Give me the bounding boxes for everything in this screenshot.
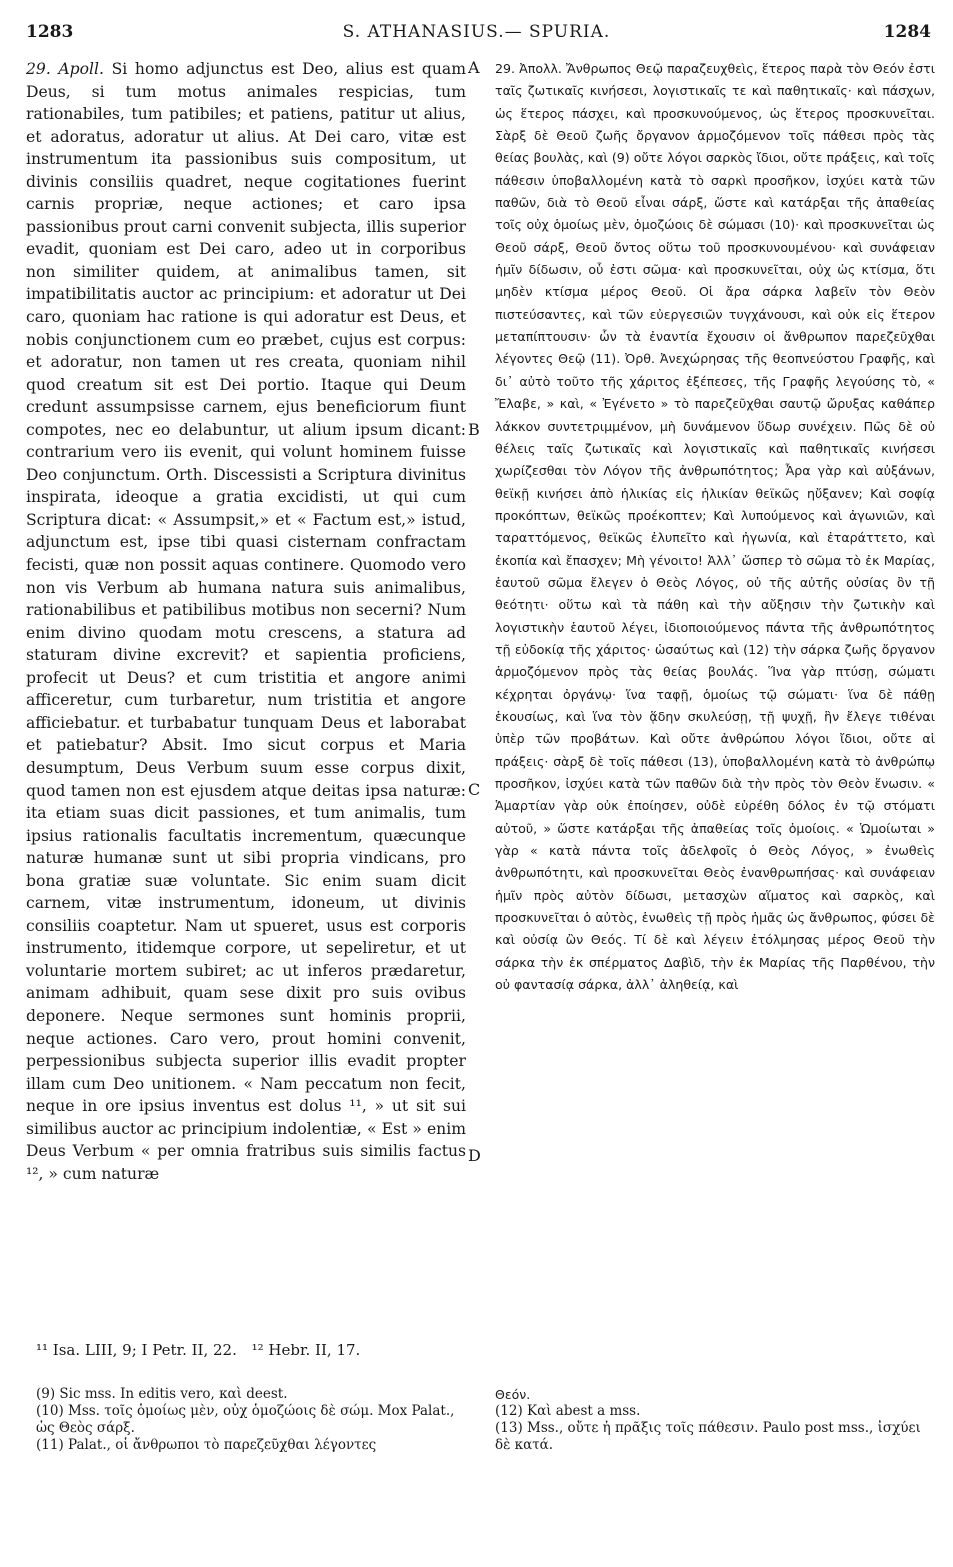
margin-letter-d: D xyxy=(468,1146,481,1165)
footnotes-left xyxy=(36,1386,466,1454)
footnote: (9) Sic mss. In editis vero, καὶ deest. xyxy=(36,1386,288,1402)
latin-speaker: 29. Apoll. xyxy=(26,60,104,78)
column-number-left: 1283 xyxy=(26,22,74,42)
margin-letter-a: A xyxy=(468,58,480,77)
footnote: (11) Palat., οἱ ἄνθρωποι τὸ παρεζεῦχθαι λέγοντες xyxy=(36,1437,377,1453)
greek-text: 29. Ἀπολλ. Ἄνθρωπος Θεῷ παραζευχθεὶς, ἕτερος παρὰ τὸν Θεόν ἐστι ταῖς ζωτικαῖς κινήσεσι, λογιστικαῖς τε καὶ παθητικαῖς· καὶ πάσχων, ὡς ἕτερος πάσχει, καὶ προσκυνούμενος, ὡς ἕτερος προσκυνεῖται. Σὰρξ δὲ Θεοῦ ζωῆς ὄργανον ἁρμοζόμενον τοῖς πάθεσι πρὸς τὰς θείας βουλὰς, καὶ (9) οὔτε λόγοι σαρκὸς ἴδιοι, οὔτε πράξεις, καὶ τοῖς πάθεσιν ὑποβαλλομένη κατὰ τὸ σαρκὶ προσῆκον, ἰσχύει κατὰ τῶν παθῶν, διὰ τὸ Θεοῦ εἶναι σάρξ, ὥστε καὶ κατάρξαι τῆς ἀπαθείας τοῖς οὐχ ὁμοίως μὲν, ὁμοζώοις δὲ σώμασι (10)· καὶ προσκυνεῖται ὡς Θεοῦ σάρξ, Θεοῦ ὄντος οὕτω τοῦ προσκυνουμένου· καὶ συνάφειαν ἡμῖν δίδωσιν, οὗ ἐστι σῶμα· καὶ προσκυνεῖται, οὐχ ὡς κτίσμα, ὅτι μηδὲν κτίσμα μέρος Θεοῦ. Οἱ ἄρα σάρκα λαβεῖν τὸν Θεὸν πιστεύσαντες, καὶ τῶν εὐεργεσιῶν τυγχάνουσι, καὶ οὐκ εἰς ἕτερον μεταπίπτουσιν· ὧν τὰ ἐναντία ἔχουσιν οἱ ἄνθρωπον παρεζεῦχθαι λέγοντες Θεῷ (11). Ὀρθ. Ἀνεχώρησας τῆς θεοπνεύστου Γραφῆς, καὶ δι᾽ αὐτὸ τοῦτο τῆς χάριτος ἐξέπεσες, τῆς Γραφῆς λεγούσης τὸ, « Ἔλαβε, » καὶ, « Ἐγένετο » τὸ παρεζεῦχθαι σαυτῷ ὤρυξας καθάπερ λάκκον συντετριμμένον, μὴ δυνάμενον ὕδωρ συνέχειν. Πῶς δὲ οὐ θέλεις ταῖς ζωτικαῖς καὶ λογιστικαῖς καὶ παθητικαῖς κινήσεσι χωρίζεσθαι τὸν Λόγον τῆς ἀνθρωπότητος; Ἆρα γὰρ καὶ αὐξάνων, θεϊκῇ κινήσει ἀπὸ ἡλικίας εἰς ἡλικίαν θεϊκῶς ηὔξανεν; Καὶ σοφίᾳ προκόπτων, θεϊκῶς προέκοπτεν; Καὶ λυπούμενος καὶ ἀγωνιῶν, καὶ ταραττόμενος, θεϊκῶς ἐλυπεῖτο καὶ ἠγωνία, καὶ ἐταράττετο, καὶ ἐκοπία καὶ ἔπασχεν; Μὴ γένοιτο! Ἀλλ᾽ ὥσπερ τὸ σῶμα τὸ ἐκ Μαρίας, ἑαυτοῦ σῶμα ἔλεγεν ὁ Θεὸς Λόγος, οὐ τῆς αὐτῆς οὐσίας ὂν τῇ θεότητι· οὕτω καὶ τὰ πάθη καὶ τὴν αὔξησιν τὴν ζωτικὴν καὶ λογιστικὴν ἑαυτοῦ λέγει, ἰδιοποιούμενος πάντα τῆς ἀνθρωπότητος τῇ εὐδοκίᾳ τῆς χάριτος· ὡσαύτως καὶ (12) τὴν σάρκα ζωῆς ὄργανον ἁρμοζόμενον πρὸς τὰς θείας βουλάς. Ἵνα γὰρ πτύσῃ, σώματι κέχρηται ὀργάνῳ· ἵνα ταφῇ, ὁμοίως τῷ σώματι· ἵνα δὲ πάθῃ ἑκουσίως, καὶ ἵνα τὸν ᾅδην σκυλεύσῃ, τῇ ψυχῇ, ἣν ἔλεγε τιθέναι ὑπὲρ τῶν προβάτων. Καὶ οὔτε ἀνθρώπου λόγοι ἴδιοι, οὔτε αἱ πράξεις· σὰρξ δὲ τοῖς πάθεσι (13), ὑποβαλλομένη κατὰ τὸ ἀνθρώπῳ προσῆκον, ἰσχύει κατὰ τῶν παθῶν διὰ τὴν πρὸς τὸν Θεὸν ἕνωσιν. « Ἁμαρτίαν γὰρ οὐκ ἐποίησεν, οὐδὲ εὑρέθη δόλος ἐν τῷ στόματι αὐτοῦ, » ὥστε κατάρξαι τῆς ἀπαθείας τοῖς ὁμοίοις. « Ὡμοίωται » γὰρ « κατὰ πάντα τοῖς ἀδελφοῖς ὁ Θεὸς Λόγος, » ἐνωθεὶς ἀνθρωπότητι, καὶ προσκυνεῖται Θεὸς ἐνανθρωπήσας· καὶ συνάφειαν ἡμῖν πρὸς αὐτὸν δίδωσι, μετασχὼν αἵματος καὶ σαρκὸς, καὶ προσκυνεῖται ὁ αὐτὸς, ἑνωθεὶς τῇ πρὸς ἡμᾶς ὡς ἄνθρωπος, φύσει δὲ καὶ οὐσίᾳ ὢν Θεός. Τί δὲ καὶ λέγειν ἐτόλμησας μέρος Θεοῦ τὴν σάρκα τὴν ἐκ σπέρματος Δαβὶδ, τὴν ἐκ Μαρίας τῆς Παρθένου, τὴν οὐ φαντασίᾳ σάρκα, ἀλλ᾽ ἀληθείᾳ, καὶ xyxy=(495,61,935,993)
margin-letter-c: C xyxy=(468,780,481,799)
latin-column xyxy=(26,58,466,1328)
greek-column xyxy=(495,58,935,1328)
footnotes-right xyxy=(495,1386,935,1454)
scripture-note: ¹¹ Isa. LIII, 9; I Petr. II, 22. xyxy=(36,1341,237,1359)
footnote: (10) Mss. τοῖς ὁμοίως μὲν, οὐχ ὁμοζώοις δὲ σώμ. Mox Palat., ὡς Θεὸς σάρξ. xyxy=(36,1403,455,1436)
scripture-references xyxy=(36,1340,466,1360)
footnote-continuation: Θεόν. xyxy=(495,1387,531,1402)
scripture-note: ¹² Hebr. II, 17. xyxy=(251,1341,361,1359)
footnote: (13) Mss., οὔτε ἡ πρᾶξις τοῖς πάθεσιν. Paulo post mss., ἰσχύει δὲ κατά. xyxy=(495,1420,921,1453)
latin-text: Si homo adjunctus est Deo, alius est quam Deus, si tum motus animales respicias, tum rationabiles, tum patibiles; et patiens, patitur ut alius, et adoratus, adoratur ut alius. At Dei caro, vitæ est instrumentum ita passionibus suis compositum, ut divinis consiliis quadret, neque cogitationes fuerint carnis propriæ, neque actiones; et caro ipsa passionibus prout carni convenit subjecta, illis superior evadit, quoniam est Dei caro, adeo ut in corporibus non similiter quidem, at animalibus tamen, sit impatibilitatis auctor ac principium: et adoratur ut Dei caro, quoniam hac ratione is qui adoratur est Deus, et nobis conjunctionem cum eo præbet, cujus est corpus: et adoratur, non tamen ut res creata, quoniam nihil quod creatum sit est Dei portio. Itaque qui Deum credunt assumpsisse carnem, ejus beneficiorum fiunt compotes, nec eo delabuntur, ut alium ipsum dicant: contrarium vero iis evenit, qui volunt hominem fuisse Deo conjunctum. Orth. Discessisti a Scriptura divinitus inspirata, ideoque a gratia excidisti, ut qui cum Scriptura dicat: « Assumpsit,» et « Factum est,» istud, adjunctum est, ipse tibi quasi cisternam confractam fecisti, quæ non possit aquas continere. Quomodo vero non vis Verbum ab humana natura suis animalibus, rationabilibus et patibilibus motibus non secerni? Num enim divino quodam motu crescens, a statura ad staturam divine excrevit? et sapientia proficiens, profecit ut Deus? et cum tristitia et angore animi afficeretur, cum turbaretur, num tristitia et angore afficiebatur. et turbabatur tunquam Deus et laborabat et patiebatur? Absit. Imo sicut corpus et Maria desumptum, Deus Verbum suum esse corpus dixit, quod tamen non est ejusdem atque deitas ipsa naturæ: ita etiam suas dicit passiones, et tum animalis, tum ipsius rationalis facultatis incrementum, quæcunque naturæ humanæ sunt ut sibi propria vindicans, pro bona gratiæ suæ voluntate. Sic enim suam dicit carnem, vitæ instrumentum, idoneum, ut divinis consiliis coaptetur. Nam ut spueret, usus est corporis instrumento, itidemque corpore, ut sepeliretur, et ut voluntarie mortem subiret; ac ut inferos prædaretur, animam adhibuit, quam sese dixit pro suis ovibus deponere. Neque sermones sunt hominis proprii, neque actiones. Caro vero, prout homini convenit, perpessionibus subjecta superior illis evadit propter illam cum Deo unitionem. « Nam peccatum non fecit, neque in ore ipsius inventus est dolus ¹¹, » ut sit sui similibus auctor ac principium indolentiæ, « Est » enim Deus Verbum « per omnia fratribus suis similis factus ¹², » cum naturæ xyxy=(26,60,466,1183)
column-number-right: 1284 xyxy=(883,22,931,42)
margin-letter-b: B xyxy=(468,420,480,439)
latin-paragraph xyxy=(26,58,466,1185)
footnote: (12) Καὶ abest a mss. xyxy=(495,1403,641,1419)
running-head xyxy=(0,18,953,48)
running-title: S. ATHANASIUS.— SPURIA. xyxy=(342,22,611,42)
